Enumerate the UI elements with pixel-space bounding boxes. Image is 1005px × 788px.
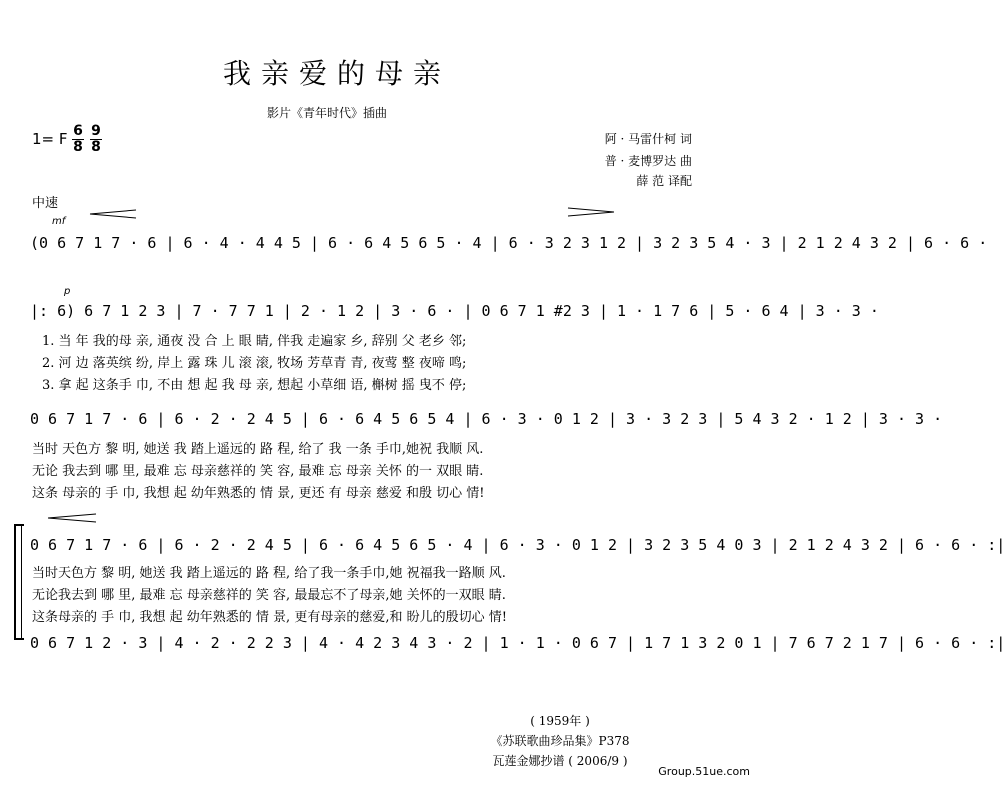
- decrescendo-hairpin: [90, 210, 138, 218]
- meter-denominator: 8: [73, 139, 83, 155]
- system-bracket-line: [21, 524, 22, 638]
- system-bracket: [14, 524, 24, 640]
- meter-denominator: 8: [91, 139, 101, 155]
- notation-row-refrain: 0 6 7 1 7 · 6 | 6 · 2 · 2 4 5 | 6 · 6 4 5 6 5 · 4 | 6 · 3 · 0 1 2 | 3 2 3 5 4 0 3 | 2 1 2 4 3 2 | 6 · 6 · :|: [30, 536, 1005, 554]
- key-signature: 1= F: [32, 130, 68, 148]
- lyric-line-verse3-b: 这条 母亲的 手 巾, 我想 起 幼年熟悉的 情 景, 更还 有 母亲 慈爱 和殷 切心 情!: [32, 486, 485, 501]
- lyric-line-verse2-a: 2. 河 边 落英缤 纷, 岸上 露 珠 儿 滚 滚, 牧场 芳草青 青, 夜莺 整 夜啼 鸣;: [42, 356, 467, 371]
- song-subtitle: 影片《青年时代》插曲: [266, 106, 387, 120]
- credit-lyricist: 阿 · 马雷什柯 词: [604, 132, 692, 146]
- lyric-line-refrain3: 这条母亲的 手 巾, 我想 起 幼年熟悉的 情 景, 更有母亲的慈爱,和 盼儿的殷切心 情!: [32, 610, 507, 625]
- lyric-line-refrain2: 无论我去到 哪 里, 最难 忘 母亲慈祥的 笑 容, 最最忘不了母亲,她 关怀的一双眼 睛.: [32, 588, 506, 603]
- decrescendo-hairpin-2: [48, 514, 98, 522]
- lyric-line-verse2-b: 无论 我去到 哪 里, 最难 忘 母亲慈祥的 笑 容, 最难 忘 母亲 关怀 的一 双眼 睛.: [32, 464, 484, 479]
- dynamic-mf: mf: [52, 216, 66, 227]
- song-title: 我亲爱的母亲: [222, 57, 451, 90]
- meter-numerator: 9: [91, 123, 101, 139]
- notation-row-intro: (0 6 7 1 7 · 6 | 6 · 4 · 4 4 5 | 6 · 6 4 5 6 5 · 4 | 6 · 3 2 3 1 2 | 3 2 3 5 4 · 3 | 2 1 2 4 3 2 | 6 · 6 ·: [30, 234, 988, 252]
- footer-transcriber: 瓦莲金娜抄谱 ( 2006/9 ): [492, 754, 628, 768]
- notation-row-accompaniment: 0 6 7 1 2 · 3 | 4 · 2 · 2 2 3 | 4 · 4 2 3 4 3 · 2 | 1 · 1 · 0 6 7 | 1 7 1 3 2 0 1 | 7 6 7 2 1 7 | 6 · 6 · :|: [30, 634, 1005, 652]
- tempo-marking: 中速: [32, 196, 59, 211]
- lyric-line-verse1-a: 1. 当 年 我的母 亲, 通夜 没 合 上 眼 睛, 伴我 走遍家 乡, 辞别 父 老乡 邻;: [42, 334, 467, 349]
- lyric-line-refrain1: 当时天色方 黎 明, 她送 我 踏上遥远的 路 程, 给了我一条手巾,她 祝福我一路顺 风.: [32, 566, 506, 581]
- credit-translator: 薛 范 译配: [636, 174, 692, 188]
- lyric-line-verse3-a: 3. 拿 起 这条手 巾, 不由 想 起 我 母 亲, 想起 小草细 语, 槲树 摇 曳不 停;: [42, 378, 467, 393]
- footer-source: 《苏联歌曲珍品集》P378: [490, 734, 630, 748]
- meter-numerator: 6: [73, 123, 83, 139]
- crescendo-hairpin: [566, 208, 616, 216]
- site-watermark: Group.51ue.com: [658, 765, 750, 778]
- lyric-line-verse1-b: 当时 天色方 黎 明, 她送 我 踏上遥远的 路 程, 给了 我 一条 手巾,她祝 我顺 风.: [32, 442, 484, 457]
- credit-composer: 普 · 麦博罗达 曲: [604, 154, 692, 168]
- notation-row-verse-b: 0 6 7 1 7 · 6 | 6 · 2 · 2 4 5 | 6 · 6 4 5 6 5 4 | 6 · 3 · 0 1 2 | 3 · 3 2 3 | 5 4 3 2 · 1 2 | 3 · 3 ·: [30, 410, 943, 428]
- notation-row-verse-a: |: 6) 6 7 1 2 3 | 7 · 7 7 1 | 2 · 1 2 | 3 · 6 · | 0 6 7 1 #2 3 | 1 · 1 7 6 | 5 · 6 4 | 3 · 3 ·: [30, 302, 879, 320]
- footer-year: ( 1959年 ): [530, 714, 590, 728]
- time-signature-9-8: [90, 124, 102, 155]
- dynamic-p: p: [64, 286, 71, 297]
- time-signature-6-8: [72, 124, 84, 155]
